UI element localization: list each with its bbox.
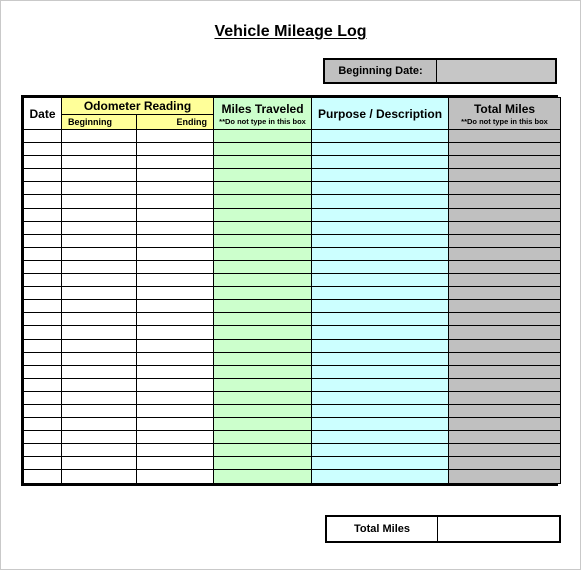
odometer-ending-cell[interactable] (137, 365, 214, 378)
page-title-text: Vehicle Mileage Log (214, 23, 367, 40)
miles-traveled-cell (214, 418, 312, 431)
miles-traveled-cell (214, 195, 312, 208)
total-miles-cell (449, 130, 561, 143)
odometer-ending-cell[interactable] (137, 169, 214, 182)
beginning-date-field[interactable] (437, 60, 555, 82)
table-row (24, 287, 561, 300)
purpose-cell[interactable] (312, 470, 449, 483)
odometer-ending-cell[interactable] (137, 221, 214, 234)
beginning-date-label: Beginning Date: (325, 60, 437, 82)
date-cell[interactable] (24, 300, 62, 313)
odometer-beginning-cell[interactable] (62, 326, 137, 339)
odometer-beginning-cell[interactable] (62, 313, 137, 326)
purpose-cell[interactable] (312, 221, 449, 234)
odometer-beginning-cell[interactable] (62, 365, 137, 378)
purpose-cell[interactable] (312, 391, 449, 404)
date-cell[interactable] (24, 130, 62, 143)
total-miles-cell (449, 221, 561, 234)
odometer-beginning-cell[interactable] (62, 130, 137, 143)
odometer-ending-cell[interactable] (137, 352, 214, 365)
total-miles-cell (449, 156, 561, 169)
table-row (24, 339, 561, 352)
table-row (24, 470, 561, 483)
date-cell[interactable] (24, 326, 62, 339)
date-cell[interactable] (24, 352, 62, 365)
date-cell[interactable] (24, 260, 62, 273)
total-miles-field[interactable] (438, 517, 559, 541)
table-row (24, 404, 561, 417)
odometer-ending-cell[interactable] (137, 287, 214, 300)
odometer-ending-cell[interactable] (137, 313, 214, 326)
miles-traveled-cell (214, 234, 312, 247)
date-cell[interactable] (24, 274, 62, 287)
odometer-ending-cell[interactable] (137, 156, 214, 169)
miles-traveled-cell (214, 221, 312, 234)
total-miles-cell (449, 404, 561, 417)
odometer-beginning-cell[interactable] (62, 444, 137, 457)
purpose-cell[interactable] (312, 156, 449, 169)
header-total-miles-label: Total Miles (473, 101, 536, 116)
table-row (24, 247, 561, 260)
date-cell[interactable] (24, 169, 62, 182)
table-row (24, 313, 561, 326)
table-row (24, 182, 561, 195)
header-purpose-description: Purpose / Description (312, 98, 449, 130)
total-miles-cell (449, 391, 561, 404)
purpose-cell[interactable] (312, 182, 449, 195)
purpose-cell[interactable] (312, 208, 449, 221)
table-row (24, 195, 561, 208)
table-row (24, 444, 561, 457)
miles-traveled-cell (214, 260, 312, 273)
total-miles-cell (449, 300, 561, 313)
date-cell[interactable] (24, 143, 62, 156)
miles-traveled-cell (214, 470, 312, 483)
purpose-cell[interactable] (312, 431, 449, 444)
purpose-cell[interactable] (312, 457, 449, 470)
miles-traveled-cell (214, 378, 312, 391)
odometer-beginning-cell[interactable] (62, 143, 137, 156)
table-row (24, 418, 561, 431)
odometer-ending-cell[interactable] (137, 444, 214, 457)
total-miles-cell (449, 234, 561, 247)
total-miles-cell (449, 260, 561, 273)
miles-traveled-cell (214, 365, 312, 378)
odometer-ending-cell[interactable] (137, 404, 214, 417)
mileage-log-table (21, 95, 558, 486)
odometer-beginning-cell[interactable] (62, 274, 137, 287)
date-cell[interactable] (24, 221, 62, 234)
total-miles-cell (449, 247, 561, 260)
date-cell[interactable] (24, 234, 62, 247)
odometer-beginning-cell[interactable] (62, 431, 137, 444)
purpose-cell[interactable] (312, 300, 449, 313)
miles-traveled-cell (214, 339, 312, 352)
total-miles-cell (449, 326, 561, 339)
table-row (24, 274, 561, 287)
total-miles-box (325, 515, 561, 543)
table-row (24, 130, 561, 143)
odometer-ending-cell[interactable] (137, 143, 214, 156)
odometer-beginning-cell[interactable] (62, 378, 137, 391)
total-miles-label: Total Miles (327, 517, 438, 541)
table-row (24, 378, 561, 391)
purpose-cell[interactable] (312, 287, 449, 300)
date-cell[interactable] (24, 470, 62, 483)
odometer-ending-cell[interactable] (137, 208, 214, 221)
purpose-cell[interactable] (312, 444, 449, 457)
table-row (24, 208, 561, 221)
odometer-beginning-cell[interactable] (62, 404, 137, 417)
odometer-beginning-cell[interactable] (62, 182, 137, 195)
table-row (24, 234, 561, 247)
date-cell[interactable] (24, 431, 62, 444)
purpose-cell[interactable] (312, 260, 449, 273)
date-cell[interactable] (24, 365, 62, 378)
date-cell[interactable] (24, 444, 62, 457)
date-cell[interactable] (24, 313, 62, 326)
header-odometer-reading: Odometer Reading (62, 98, 214, 115)
purpose-cell[interactable] (312, 247, 449, 260)
odometer-beginning-cell[interactable] (62, 457, 137, 470)
miles-traveled-cell (214, 182, 312, 195)
purpose-cell[interactable] (312, 234, 449, 247)
odometer-beginning-cell[interactable] (62, 418, 137, 431)
table-row (24, 457, 561, 470)
date-cell[interactable] (24, 195, 62, 208)
purpose-cell[interactable] (312, 130, 449, 143)
purpose-cell[interactable] (312, 195, 449, 208)
total-miles-cell (449, 365, 561, 378)
purpose-cell[interactable] (312, 418, 449, 431)
odometer-beginning-cell[interactable] (62, 352, 137, 365)
header-miles-traveled (214, 98, 312, 130)
table-row (24, 431, 561, 444)
table-row (24, 169, 561, 182)
date-cell[interactable] (24, 339, 62, 352)
odometer-beginning-cell[interactable] (62, 247, 137, 260)
miles-traveled-cell (214, 247, 312, 260)
header-odometer-ending: Ending (137, 115, 214, 130)
odometer-ending-cell[interactable] (137, 247, 214, 260)
total-miles-cell (449, 208, 561, 221)
date-cell[interactable] (24, 457, 62, 470)
total-miles-cell (449, 431, 561, 444)
date-cell[interactable] (24, 378, 62, 391)
table-row (24, 143, 561, 156)
table-row (24, 221, 561, 234)
table-row (24, 260, 561, 273)
date-cell[interactable] (24, 391, 62, 404)
total-miles-cell (449, 287, 561, 300)
header-total-miles (449, 98, 561, 130)
log-rows (24, 130, 561, 484)
odometer-beginning-cell[interactable] (62, 391, 137, 404)
header-miles-traveled-note: **Do not type in this box (219, 116, 306, 126)
odometer-ending-cell[interactable] (137, 182, 214, 195)
odometer-beginning-cell[interactable] (62, 339, 137, 352)
miles-traveled-cell (214, 274, 312, 287)
miles-traveled-cell (214, 444, 312, 457)
header-miles-traveled-label: Miles Traveled (221, 101, 304, 116)
odometer-ending-cell[interactable] (137, 378, 214, 391)
miles-traveled-cell (214, 156, 312, 169)
purpose-cell[interactable] (312, 404, 449, 417)
purpose-cell[interactable] (312, 169, 449, 182)
date-cell[interactable] (24, 404, 62, 417)
miles-traveled-cell (214, 431, 312, 444)
total-miles-cell (449, 143, 561, 156)
total-miles-cell (449, 418, 561, 431)
header-odometer-beginning: Beginning (62, 115, 137, 130)
table-row (24, 365, 561, 378)
miles-traveled-cell (214, 326, 312, 339)
odometer-ending-cell[interactable] (137, 195, 214, 208)
total-miles-cell (449, 182, 561, 195)
beginning-date-box (323, 58, 557, 84)
table-row (24, 326, 561, 339)
odometer-beginning-cell[interactable] (62, 287, 137, 300)
purpose-cell[interactable] (312, 339, 449, 352)
odometer-ending-cell[interactable] (137, 470, 214, 483)
total-miles-cell (449, 352, 561, 365)
miles-traveled-cell (214, 130, 312, 143)
odometer-beginning-cell[interactable] (62, 221, 137, 234)
odometer-ending-cell[interactable] (137, 418, 214, 431)
table-row (24, 156, 561, 169)
total-miles-cell (449, 378, 561, 391)
miles-traveled-cell (214, 391, 312, 404)
header-total-miles-note: **Do not type in this box (461, 116, 548, 126)
total-miles-cell (449, 169, 561, 182)
miles-traveled-cell (214, 287, 312, 300)
miles-traveled-cell (214, 300, 312, 313)
total-miles-cell (449, 313, 561, 326)
odometer-ending-cell[interactable] (137, 260, 214, 273)
header-date: Date (24, 98, 62, 130)
miles-traveled-cell (214, 352, 312, 365)
odometer-beginning-cell[interactable] (62, 208, 137, 221)
purpose-cell[interactable] (312, 274, 449, 287)
odometer-beginning-cell[interactable] (62, 260, 137, 273)
purpose-cell[interactable] (312, 352, 449, 365)
miles-traveled-cell (214, 143, 312, 156)
total-miles-cell (449, 274, 561, 287)
total-miles-cell (449, 457, 561, 470)
table-row (24, 300, 561, 313)
odometer-ending-cell[interactable] (137, 300, 214, 313)
odometer-beginning-cell[interactable] (62, 300, 137, 313)
odometer-ending-cell[interactable] (137, 339, 214, 352)
purpose-cell[interactable] (312, 143, 449, 156)
total-miles-cell (449, 444, 561, 457)
odometer-beginning-cell[interactable] (62, 470, 137, 483)
odometer-ending-cell[interactable] (137, 431, 214, 444)
odometer-beginning-cell[interactable] (62, 234, 137, 247)
purpose-cell[interactable] (312, 365, 449, 378)
miles-traveled-cell (214, 457, 312, 470)
miles-traveled-cell (214, 169, 312, 182)
odometer-ending-cell[interactable] (137, 234, 214, 247)
odometer-ending-cell[interactable] (137, 274, 214, 287)
table-row (24, 352, 561, 365)
odometer-ending-cell[interactable] (137, 130, 214, 143)
miles-traveled-cell (214, 313, 312, 326)
odometer-beginning-cell[interactable] (62, 195, 137, 208)
page-title (0, 23, 581, 41)
miles-traveled-cell (214, 208, 312, 221)
date-cell[interactable] (24, 418, 62, 431)
total-miles-cell (449, 470, 561, 483)
odometer-beginning-cell[interactable] (62, 169, 137, 182)
odometer-ending-cell[interactable] (137, 391, 214, 404)
miles-traveled-cell (214, 404, 312, 417)
date-cell[interactable] (24, 156, 62, 169)
total-miles-cell (449, 339, 561, 352)
purpose-cell[interactable] (312, 378, 449, 391)
date-cell[interactable] (24, 247, 62, 260)
table-row (24, 391, 561, 404)
purpose-cell[interactable] (312, 326, 449, 339)
date-cell[interactable] (24, 287, 62, 300)
odometer-ending-cell[interactable] (137, 326, 214, 339)
date-cell[interactable] (24, 208, 62, 221)
odometer-ending-cell[interactable] (137, 457, 214, 470)
date-cell[interactable] (24, 182, 62, 195)
purpose-cell[interactable] (312, 313, 449, 326)
total-miles-cell (449, 195, 561, 208)
odometer-beginning-cell[interactable] (62, 156, 137, 169)
